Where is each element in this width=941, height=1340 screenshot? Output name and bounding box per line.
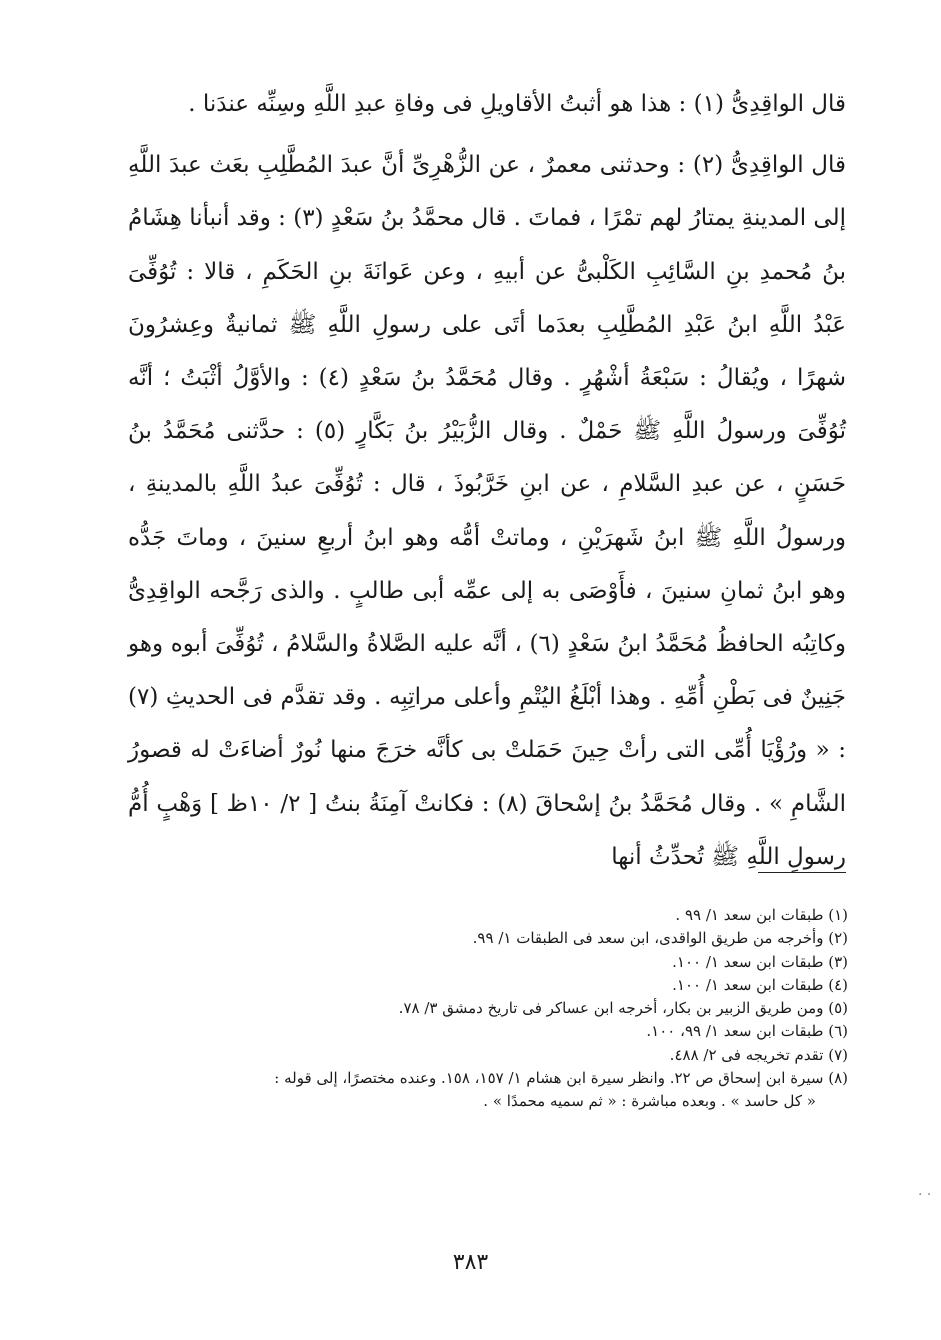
main-text: [128, 78, 846, 892]
footnote-3: (٣) طبقات ابن سعد ١/ ١٠٠.: [672, 952, 848, 971]
footnote-4: (٤) طبقات ابن سعد ١/ ١٠٠.: [672, 975, 848, 994]
footnote-1: (١) طبقات ابن سعد ١/ ٩٩ .: [675, 906, 848, 924]
footnote-6: (٦) طبقات ابن سعد ١/ ٩٩، ١٠٠.: [646, 1022, 848, 1041]
footnote-2: (٢) وأخرجه من طريق الواقدى، ابن سعد فى الطبقات ١/ ٩٩.: [472, 929, 848, 948]
footnote-5: (٥) ومن طريق الزبير بن بكار، أخرجه ابن عساكر فى تاريخ دمشق ٣/ ٧٨.: [398, 999, 848, 1018]
footnotes: [120, 904, 848, 1114]
footnote-separator: [758, 872, 846, 873]
margin-mark: · ·: [918, 1187, 932, 1203]
page-number: ٣٨٣: [452, 1250, 489, 1275]
footnote-7: (٧) تقدم تخريجه فى ٢/ ٤٨٨.: [669, 1045, 848, 1064]
paragraph-1: قال الواقِدِىُّ (١) : هذا هو أثبتُ الأقاويلِ فى وفاةِ عبدِ اللَّهِ وسِنِّه عندَنا .: [188, 91, 846, 117]
footnote-8-continuation: « كل حاسد » . وبعده مباشرة : « ثم سميه محمدًا » .: [483, 1092, 816, 1111]
footnote-8: (٨) سيرة ابن إسحاق ص ٢٢. وانظر سيرة ابن هشام ١/ ١٥٧، ١٥٨. وعنده مختصرًا، إلى قوله :: [274, 1069, 848, 1088]
paragraph-2: قال الواقِدِىُّ (٢) : وحدثنى معمرٌ ، عن الزُّهْرِىِّ أنَّ عبدَ المُطَّلِبِ بعَث عبدَ اللَّهِ إلى المدينةِ يمتارُ لهم تمْرًا ، فماتَ . قال محمَّدُ بنُ سَعْدٍ (٣) : وقد أنبأنا هِشَامُ بنُ مُحمدِ بنِ السَّائِبِ الكَلْبىُّ عن أبيهِ ، وعن عَوانَةَ بنِ الحَكَمِ ، قالا : تُوُفِّىَ عَبْدُ اللَّهِ ابنُ عَبْدِ المُطَّلِبِ بعدَما أتَى على رسولِ اللَّهِ ﷺ ثمانيةٌ وعِشرُونَ شهرًا ، ويُقالُ : سَبْعَةُ أشْهُرٍ . وقال مُحَمَّدُ بنُ سَعْدٍ (٤) : والأوَّلُ أثْبَتُ ؛ أنَّه تُوُفِّىَ ورسولُ اللَّهِ ﷺ حَمْلٌ . وقال الزُّبَيْرُ بنُ بَكَّارٍ (٥) : حدَّثنى مُحَمَّدُ بنُ حَسَنٍ ، عن عبدِ السَّلامِ ، عن ابنِ خَرَّبُوذَ ، قال : تُوُفِّىَ عبدُ اللَّهِ بالمدينةِ ، ورسولُ اللَّهِ ﷺ ابنُ شَهرَيْنِ ، وماتتْ أمُّه وهو ابنُ أربعِ سنينَ ، وماتَ جَدُّه وهو ابنُ ثمانِ سنينَ ، فأَوْصَى به إلى عمِّه أبى طالبٍ . والذى رَجَّحه الواقِدِىُّ وكاتِبُه الحافظُ مُحَمَّدُ ابنُ سَعْدٍ (٦) ، أنَّه عليه الصَّلاةُ والسَّلامُ ، تُوُفِّىَ أبوه وهو جَنِينٌ فى بَطْنِ أُمِّهِ . وهذا أبْلَغُ اليُتْمِ وأعلى مراتِبِه . وقد تقدَّم فى الحديثِ (٧) : « ورُؤْيَا أُمِّى التى رأتْ حِينَ حَمَلتْ بى كأنَّه خرَجَ منها نُورٌ أضاءَتْ له قصورُ الشَّامِ » . وقال مُحَمَّدُ بنُ إسْحاقَ (٨) : فكانتْ آمِنَةُ بنتُ [ ٢/ ١٠ظ ] وَهْبٍ أُمُّ رسولِ اللَّهِ ﷺ تُحدِّثُ أنها: [128, 152, 847, 870]
